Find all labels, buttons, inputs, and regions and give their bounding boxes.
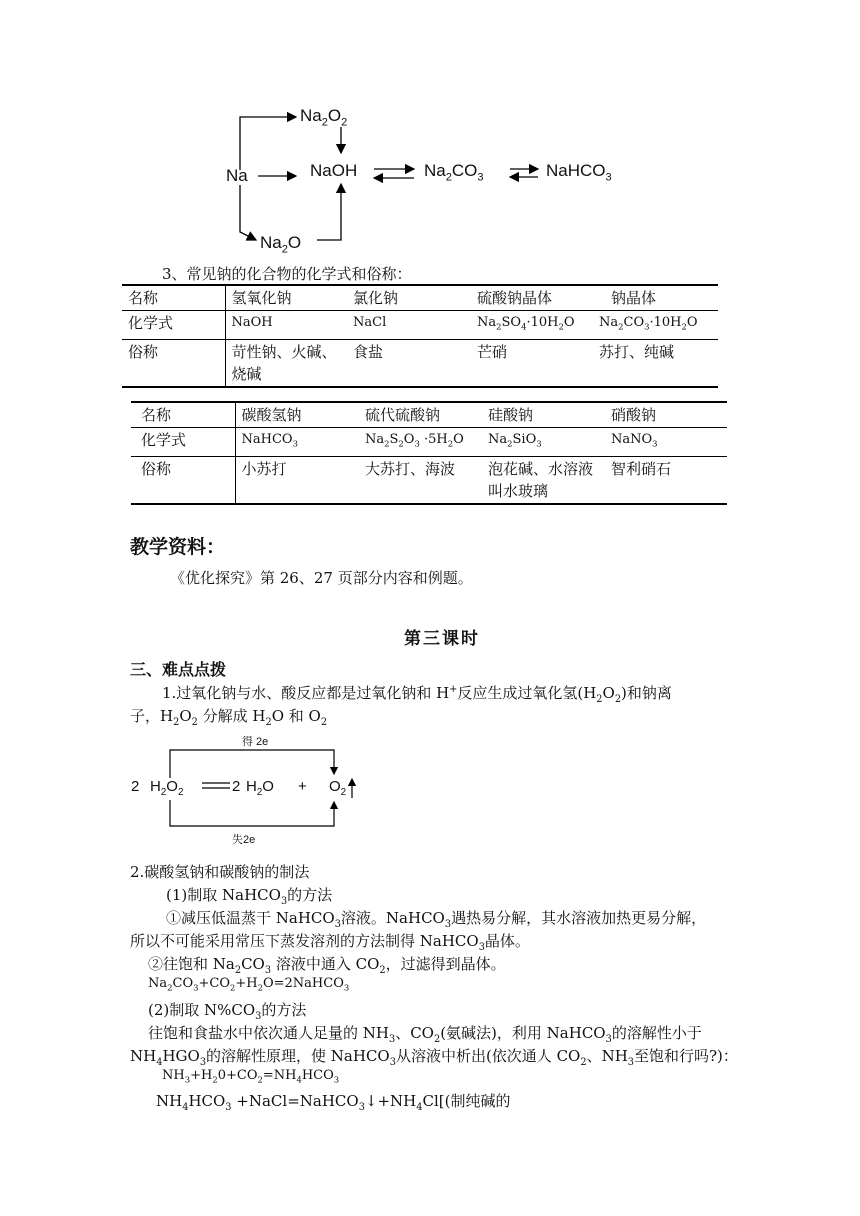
t1-header-1: 氢氧化钠 [225, 285, 347, 311]
p2-m1-line1: ①减压低温蒸干 NaHCO$_3$溶液。NaHCO$_3$遇热易分解，其水溶液加热更易分解， [166, 909, 707, 930]
t2-common-label: 俗称 [131, 456, 235, 504]
t2-header-name: 名称 [131, 402, 235, 428]
reactant-h2o2: $H_2O_2$ [150, 778, 184, 798]
label-na2co3: $Na_2CO_3$ [424, 161, 484, 184]
label-na2o: $Na_2O$ [260, 233, 302, 256]
teaching-text: 《优化探究》第 26、27 页部分内容和例题。 [170, 569, 473, 587]
t2-common-3: 泡花碱、水溶液叫水玻璃 [482, 456, 605, 504]
plus-sign: + [298, 778, 307, 795]
p2-sub2: (2)制取 $N\%CO_3$的方法 [148, 1001, 307, 1022]
t1-common-2: 食盐 [347, 339, 471, 387]
t2-common-4: 智利硝石 [605, 456, 727, 504]
section-3-title: 3、常见钠的化合物的化学式和俗称： [162, 265, 412, 283]
p2-sub1: (1)制取 NaHCO$_3$的方法 [166, 886, 333, 907]
p1-line2: 子，$H_2O_2$ 分解成 $H_2O$ 和 $O_2$ [130, 707, 328, 728]
p2-text-line2: $NH_4HGO_3$的溶解性原理，使 NaHCO$_3$从溶液中析出(依次通人 $CO_2$、$NH_3$至饱和行吗?)： [130, 1047, 738, 1068]
t1-header-4: 钠晶体 [593, 285, 718, 311]
t1-formula-2: NaCl [347, 311, 471, 340]
p2-m1-line2: 所以不可能采用常压下蒸发溶剂的方法制得 NaHCO$_3$晶体。 [130, 932, 530, 953]
p2-text-line1: 往饱和食盐水中依次通人足量的 $NH_3$、$CO_2$(氨碱法)，利用 NaHCO$_3$的溶解性小于 [148, 1024, 702, 1045]
t2-header-1: 碳酸氢钠 [235, 402, 359, 428]
arrow-na-to-na2o2 [240, 117, 296, 170]
t1-common-label: 俗称 [122, 339, 225, 387]
t1-formula-4: $Na_2CO_3\cdot 10H_2O$ [593, 311, 718, 340]
t2-formula-label: 化学式 [131, 428, 235, 457]
t2-formula-1: NaHCO$_3$ [235, 428, 359, 457]
t1-header-name: 名称 [122, 285, 225, 311]
t2-header-4: 硝酸钠 [605, 402, 727, 428]
t2-common-2: 大苏打、海波 [359, 456, 482, 504]
label-na: Na [226, 166, 248, 185]
coef-1: 2 [131, 778, 140, 795]
p2-eq1: $Na_2CO_3+CO_2+H_2O=2NaHCO_3$ [148, 976, 350, 993]
t1-header-2: 氯化钠 [347, 285, 471, 311]
p2-title: 2.碳酸氢钠和碳酸钠的制法 [130, 863, 310, 881]
label-naoh: NaOH [310, 161, 358, 180]
p2-eq2: $NH_3+H_20+CO_2=NH_4HCO_3$ [162, 1068, 340, 1085]
coef-2: 2 [232, 778, 241, 795]
t1-common-1: 苛性钠、火碱、烧碱 [225, 339, 347, 387]
sodium-conversion-diagram [0, 0, 860, 260]
p2-m2: ②往饱和 $Na_2CO_3$ 溶液中通入 $CO_2$，过滤得到晶体。 [148, 955, 506, 976]
t1-formula-3: $Na_2SO_4\cdot 10H_2O$ [471, 311, 593, 340]
t1-formula-label: 化学式 [122, 311, 225, 340]
compounds-table-2 [131, 401, 727, 505]
t2-formula-2: $Na_2S_2O_3 \cdot 5H_2O$ [359, 428, 482, 457]
compounds-table-1 [122, 284, 718, 388]
arrow-na-to-na2o [240, 185, 256, 240]
label-na2o2: $Na_2O_2$ [300, 106, 348, 129]
arrow-na2o-to-naoh [317, 184, 341, 240]
label-nahco3: NaHCO$_3$ [546, 161, 612, 184]
t2-header-2: 硫代硫酸钠 [359, 402, 482, 428]
t2-formula-4: NaNO$_3$ [605, 428, 727, 457]
t1-header-3: 硫酸钠晶体 [471, 285, 593, 311]
t2-common-1: 小苏打 [235, 456, 359, 504]
teaching-title: 教学资料： [130, 536, 226, 558]
product-o2: $O_2$ [329, 778, 347, 798]
lose-electrons-label: 失2e [232, 834, 256, 846]
p1-line1: 1.过氧化钠与水、酸反应都是过氧化钠和 H+反应生成过氧化氢$(H_2O_2)$和钠离 [162, 684, 672, 705]
product-h2o: $H_2O$ [246, 778, 274, 798]
gain-electrons-label: 得 2e [242, 736, 269, 748]
t1-common-4: 苏打、纯碱 [593, 339, 718, 387]
section-heading: 三、难点点拨 [130, 660, 227, 679]
p2-eq3: $NH_4HCO_3$ $+NaCl=NaHCO_3↓+NH_4Cl$[(制纯碱的 [156, 1092, 511, 1113]
t2-formula-3: $Na_2SiO_3$ [482, 428, 605, 457]
electron-transfer-diagram [0, 730, 860, 850]
t1-formula-1: NaOH [225, 311, 347, 340]
t2-header-3: 硅酸钠 [482, 402, 605, 428]
t1-common-3: 芒硝 [471, 339, 593, 387]
lesson-title: 第三课时 [404, 629, 480, 649]
